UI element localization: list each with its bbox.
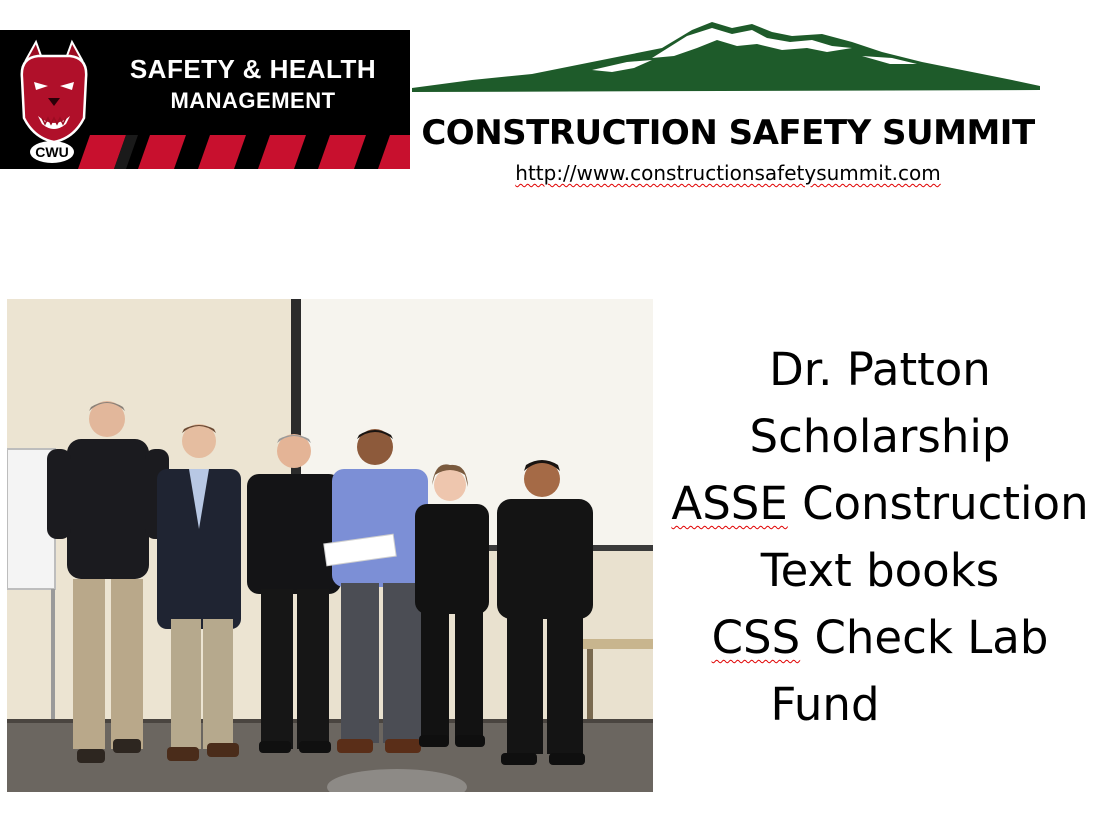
- list-item: [660, 470, 1100, 537]
- list-item-text: Dr. Patton: [769, 343, 991, 396]
- mountain-icon: [412, 18, 1042, 94]
- list-item: [660, 403, 1100, 470]
- summit-title: CONSTRUCTION SAFETY SUMMIT: [421, 113, 1035, 153]
- list-item: [550, 671, 1100, 738]
- cwu-banner: [0, 30, 410, 169]
- list-item-text: Check Lab: [800, 611, 1049, 664]
- list-item: [660, 537, 1100, 604]
- scholarship-list: [660, 336, 1100, 738]
- logo-text: CWU: [35, 144, 69, 160]
- list-item-word: ASSE: [671, 477, 788, 530]
- cwu-wildcat-logo: [12, 38, 96, 166]
- summit-url-link[interactable]: http://www.constructionsafetysummit.com: [515, 161, 941, 185]
- list-item-text: Scholarship: [749, 410, 1011, 463]
- list-item-text: Fund: [770, 678, 880, 731]
- list-item: [660, 604, 1100, 671]
- list-item-word: CSS: [711, 611, 801, 664]
- list-item-text: Text books: [760, 544, 1000, 597]
- banner-title-line1: SAFETY & HEALTH: [129, 54, 377, 84]
- banner-title-line2: MANAGEMENT: [170, 88, 336, 113]
- list-item-text: Construction: [787, 477, 1089, 530]
- list-item: [660, 336, 1100, 403]
